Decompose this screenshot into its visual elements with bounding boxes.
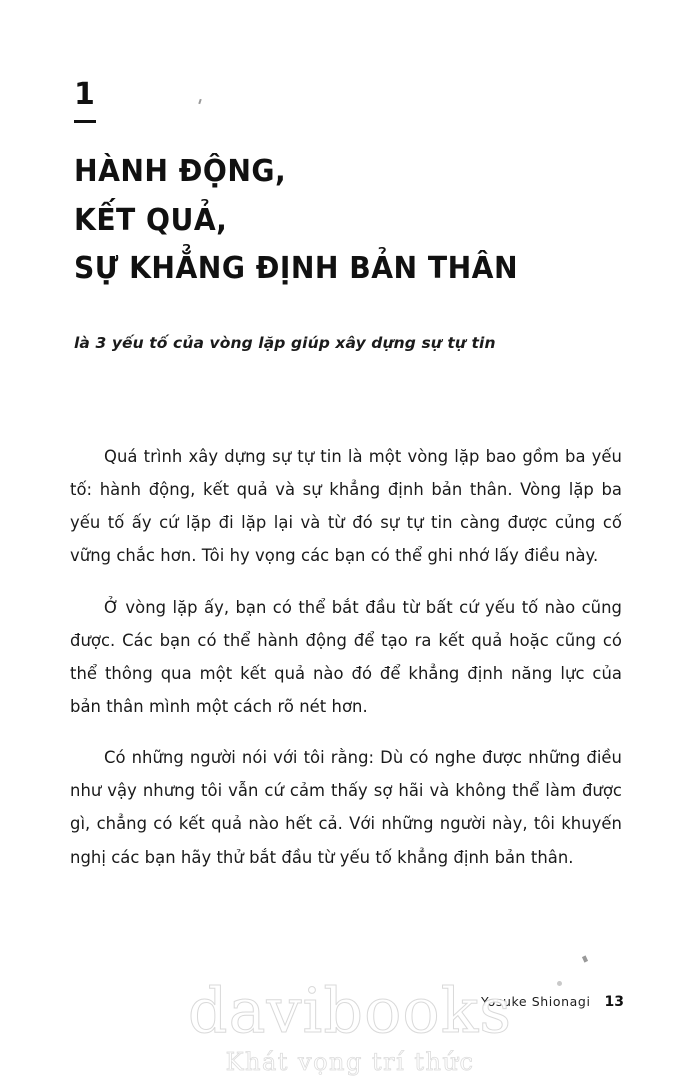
chapter-title [74, 148, 634, 294]
watermark-subtitle: Khát vọng trí thức [225, 1048, 475, 1076]
body-paragraph: Quá trình xây dựng sự tự tin là một vòng lặp bao gồm ba yếu tố: hành động, kết quả và sự khẳng định bản thân. Vòng lặp ba yếu tố ấy cứ lặp đi lặp lại và từ đó sự tự tin càng được củng cố vững chắc hơn. Tôi hy vọng các bạn có thể ghi nhớ lấy điều này. [70, 447, 622, 566]
footer-author: Yosuke Shionagi [481, 994, 591, 1009]
watermark-title: davibooks [187, 974, 513, 1047]
scan-speck [198, 99, 201, 104]
scan-dot [557, 981, 562, 986]
scan-speck [582, 955, 588, 962]
chapter-title-line-3: SỰ KHẲNG ĐỊNH BẢN THÂN [74, 251, 519, 287]
body-text [70, 440, 622, 874]
chapter-title-line-1: HÀNH ĐỘNG, [74, 154, 287, 189]
page-footer [481, 994, 624, 1010]
chapter-number-underline [74, 120, 96, 123]
body-paragraph: Có những người nói với tôi rằng: Dù có nghe được những điều như vậy nhưng tôi vẫn cứ cảm thấy sợ hãi và không thể làm được gì, chẳng có kết quả nào hết cả. Với những người này, tôi khuyến nghị các bạn hãy thử bắt đầu từ yếu tố khẳng định bản thân. [70, 748, 622, 867]
footer-page-number: 13 [604, 994, 624, 1010]
body-paragraph: Ở vòng lặp ấy, bạn có thể bắt đầu từ bất cứ yếu tố nào cũng được. Các bạn có thể hành động để tạo ra kết quả hoặc cũng có thể thông qua một kết quả nào đó để khẳng định năng lực của bản thân mình một cách rõ nét hơn. [70, 597, 622, 716]
chapter-title-line-2: KẾT QUẢ, [74, 202, 228, 238]
chapter-number: 1 [74, 77, 95, 112]
chapter-subtitle: là 3 yếu tố của vòng lặp giúp xây dựng sự tự tin [74, 334, 496, 352]
